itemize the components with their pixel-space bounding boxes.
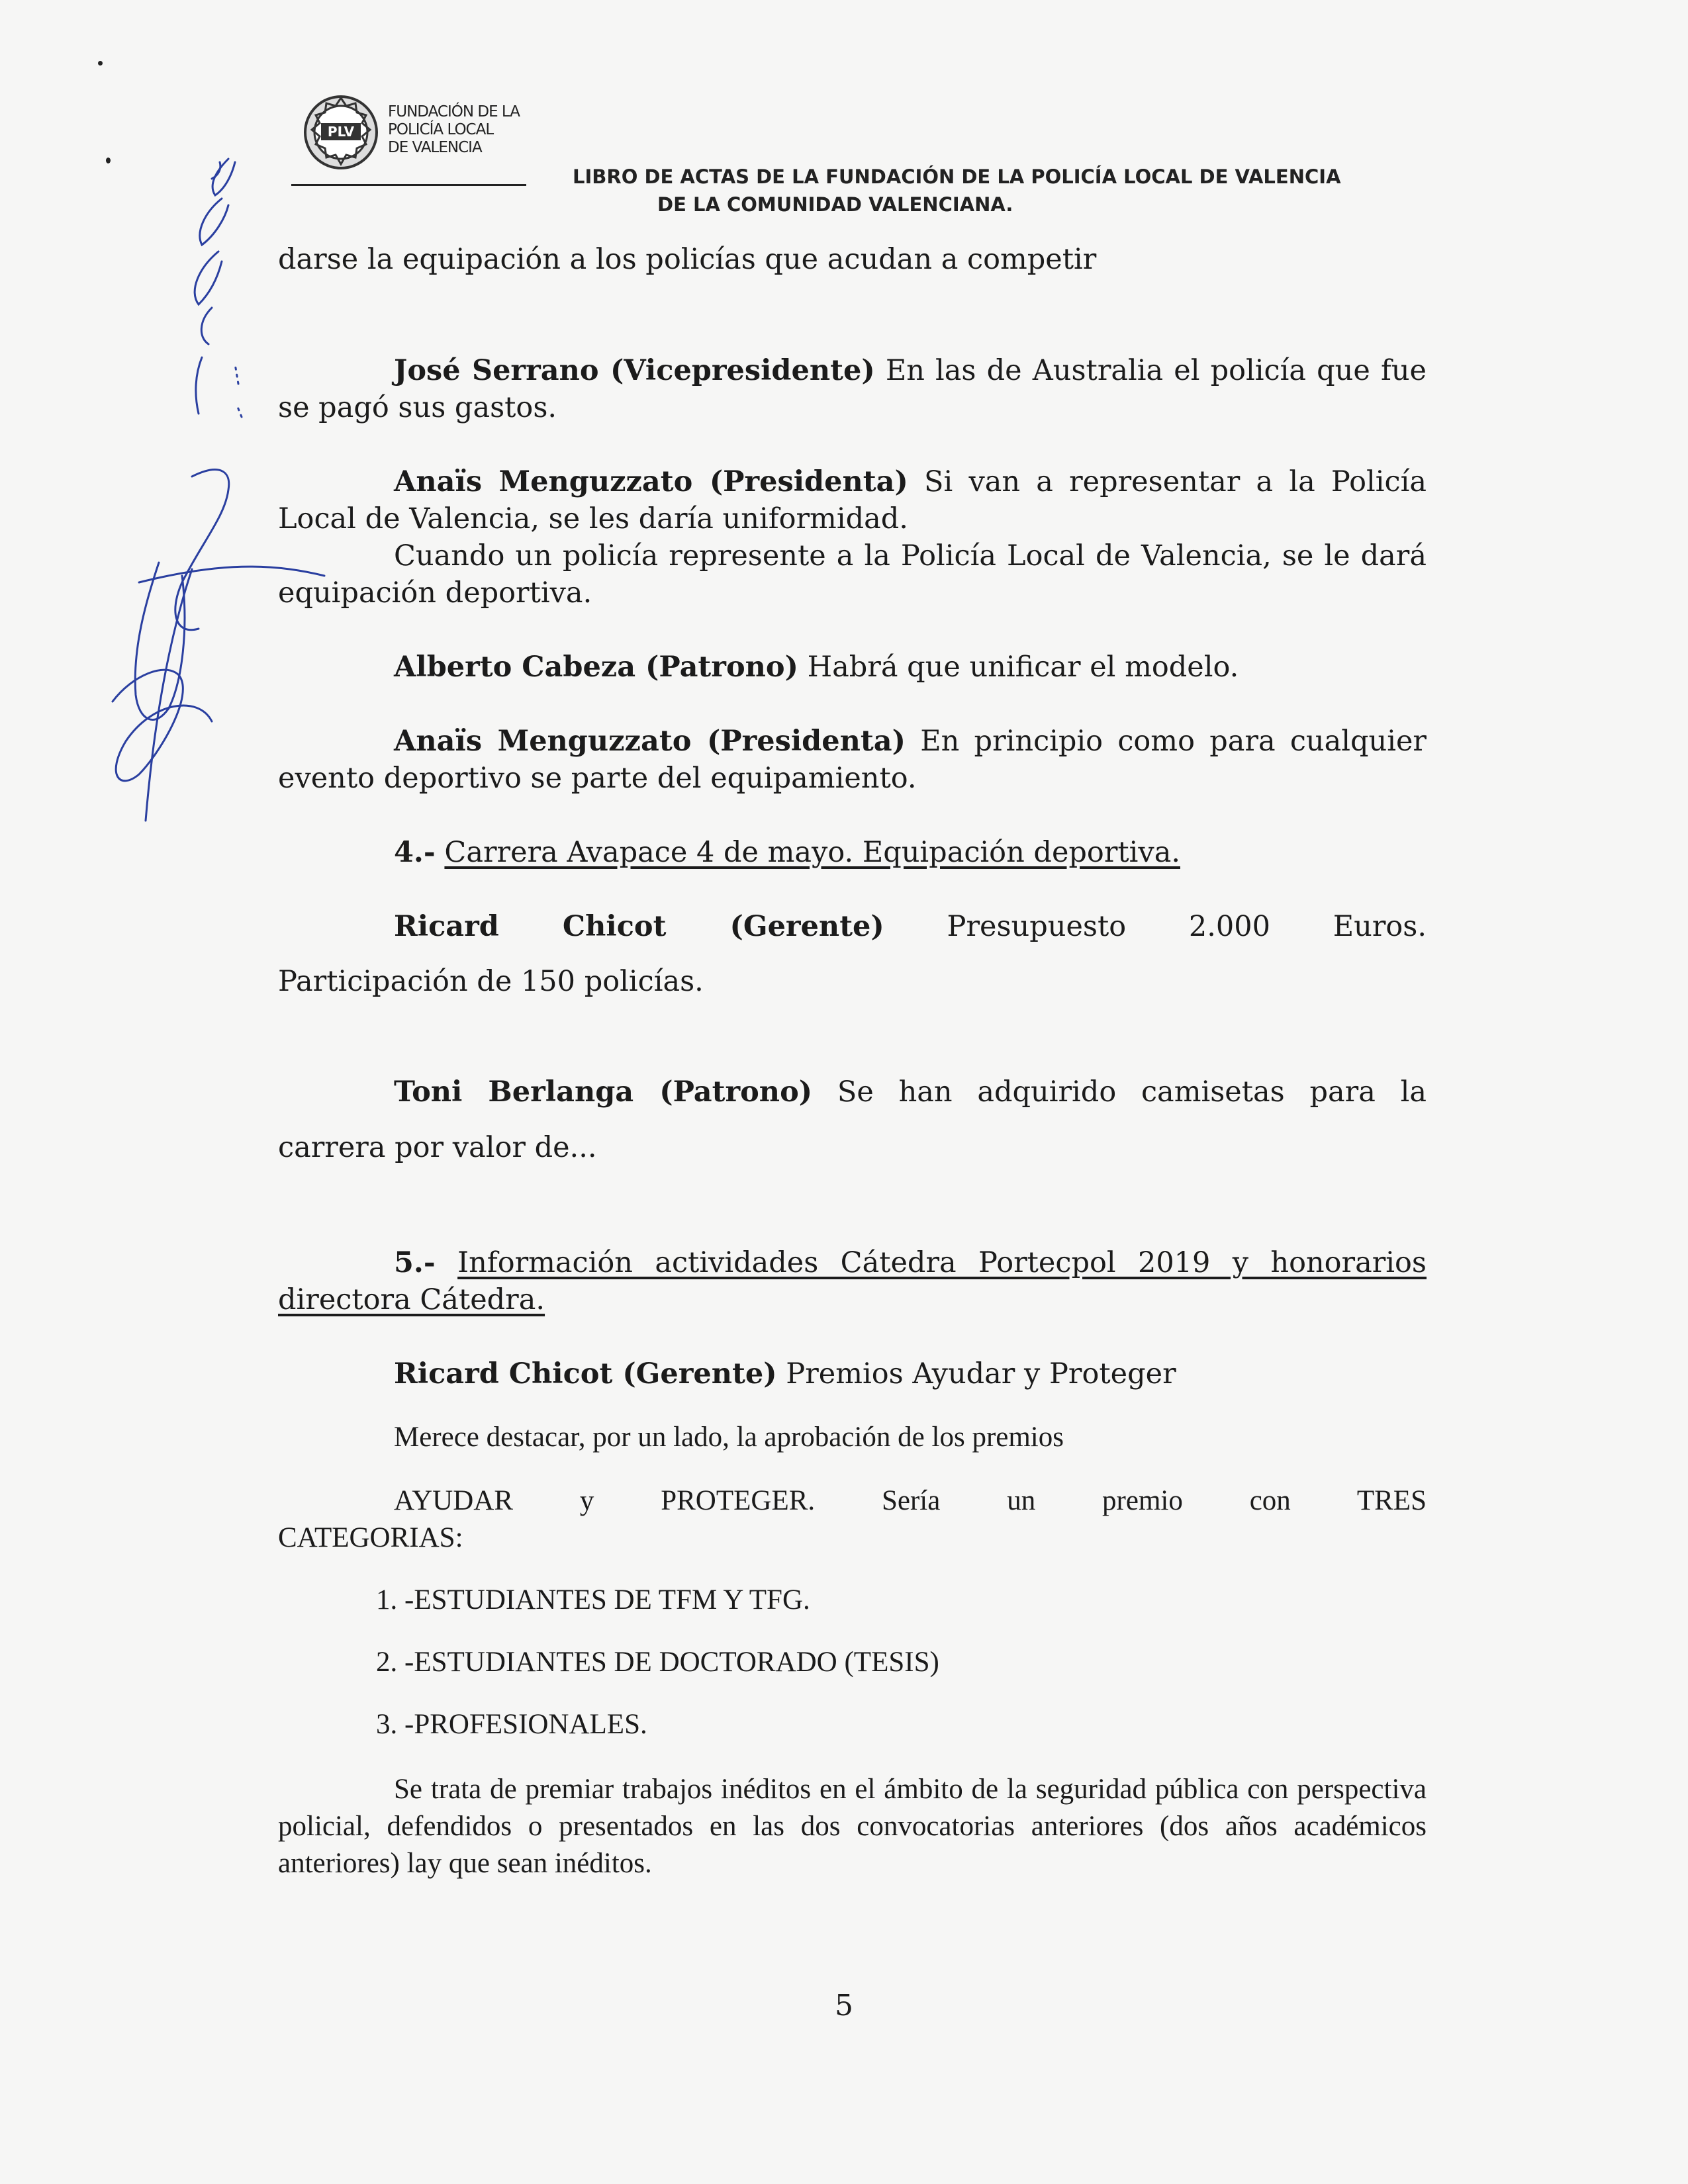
speaker-name: Toni Berlanga (Patrono) [394, 1075, 813, 1109]
speech-text: En las de Australia el policía que fue se pagó sus gastos. [278, 354, 1427, 424]
list-item [376, 1644, 939, 1681]
agenda-title: Carrera Avapace 4 de mayo. Equipación deportiva. [444, 836, 1180, 869]
speech-text: Habrá que unificar el modelo. [807, 651, 1239, 684]
body-text: AYUDAR y PROTEGER. Sería un premio con TRES [394, 1485, 1427, 1516]
paragraph-menguzzato-1b [278, 537, 1427, 612]
body-text: Se trata de premiar trabajos inéditos en el ámbito de la seguridad pública con perspectiva policial, defendidos o presentados en las dos convocatorias anteriores (dos años académicos anteriores) lay que sean inéditos. [278, 1774, 1427, 1879]
logo-text-line: POLICÍA LOCAL [388, 121, 494, 138]
speaker-name: Ricard Chicot (Gerente) [394, 1357, 777, 1390]
paragraph-chicot-2 [278, 1355, 1427, 1392]
list-item [376, 1706, 647, 1743]
list-number: 3. [376, 1709, 398, 1740]
paragraph-chicot-1 [278, 908, 1427, 945]
paragraph-berlanga-b: carrera por valor de... [278, 1131, 597, 1164]
header-title-line1: LIBRO DE ACTAS DE LA FUNDACIÓN DE LA POLICÍA LOCAL DE VALENCIA [573, 165, 1341, 188]
speech-text: Presupuesto 2.000 Euros. [947, 910, 1427, 943]
margin-mark [98, 61, 103, 66]
agenda-number: 5.- [394, 1246, 436, 1279]
header-title [573, 163, 1433, 218]
paragraph-premios [278, 1419, 1427, 1456]
list-text: -ESTUDIANTES DE DOCTORADO (TESIS) [404, 1647, 939, 1678]
speaker-name: Anaïs Menguzzato (Presidenta) [394, 465, 908, 498]
paragraph-premiar [278, 1771, 1427, 1882]
paragraph-menguzzato-1 [278, 463, 1427, 537]
foundation-logo [301, 91, 381, 177]
speaker-name: Anaïs Menguzzato (Presidenta) [394, 725, 906, 758]
logo-text-line: DE VALENCIA [388, 139, 482, 156]
speech-text: En principio como para cualquier evento deportivo se parte del equipamiento. [278, 725, 1427, 795]
agenda-number: 4.- [394, 836, 436, 869]
speech-text: Cuando un policía represente a la Policía Local de Valencia, se le dará equipación deportiva. [278, 539, 1427, 610]
paragraph-categorias [278, 1482, 1427, 1520]
paragraph-menguzzato-2 [278, 723, 1427, 797]
agenda-title: Información actividades Cátedra Portecpol 2019 y honorarios directora Cátedra. [278, 1246, 1427, 1316]
logo-badge-text: PLV [327, 124, 355, 140]
paragraph-continuation: darse la equipación a los policías que acudan a competir [278, 243, 1097, 276]
list-text: -ESTUDIANTES DE TFM Y TFG. [404, 1584, 810, 1615]
paragraph-serrano [278, 352, 1427, 426]
agenda-item-5 [278, 1244, 1427, 1318]
paragraph-categorias-b: CATEGORIAS: [278, 1522, 463, 1553]
paragraph-cabeza [278, 649, 1427, 686]
speech-text: Se han adquirido camisetas para la [837, 1075, 1427, 1109]
paragraph-berlanga [278, 1073, 1427, 1111]
header-title-line2: DE LA COMUNIDAD VALENCIANA. [657, 193, 1013, 216]
logo-text-line: FUNDACIÓN DE LA [388, 103, 520, 120]
logo-text [388, 103, 560, 157]
margin-mark [106, 158, 111, 163]
list-number: 1. [376, 1584, 398, 1615]
list-number: 2. [376, 1647, 398, 1678]
speaker-name: Alberto Cabeza (Patrono) [394, 651, 798, 684]
agenda-item-4 [278, 834, 1427, 871]
speaker-name: José Serrano (Vicepresidente) [394, 354, 875, 387]
speech-text: Premios Ayudar y Proteger [786, 1357, 1176, 1390]
header-rule [291, 184, 526, 186]
speaker-name: Ricard Chicot (Gerente) [394, 910, 884, 943]
list-item [376, 1582, 810, 1619]
paragraph-chicot-1b: Participación de 150 policías. [278, 965, 704, 998]
list-text: -PROFESIONALES. [404, 1709, 647, 1740]
speech-text: Si van a representar a la Policía Local de Valencia, se les daría uniformidad. [278, 465, 1427, 535]
body-text: Merece destacar, por un lado, la aprobación de los premios [394, 1422, 1064, 1453]
page-number: 5 [835, 1989, 853, 2023]
